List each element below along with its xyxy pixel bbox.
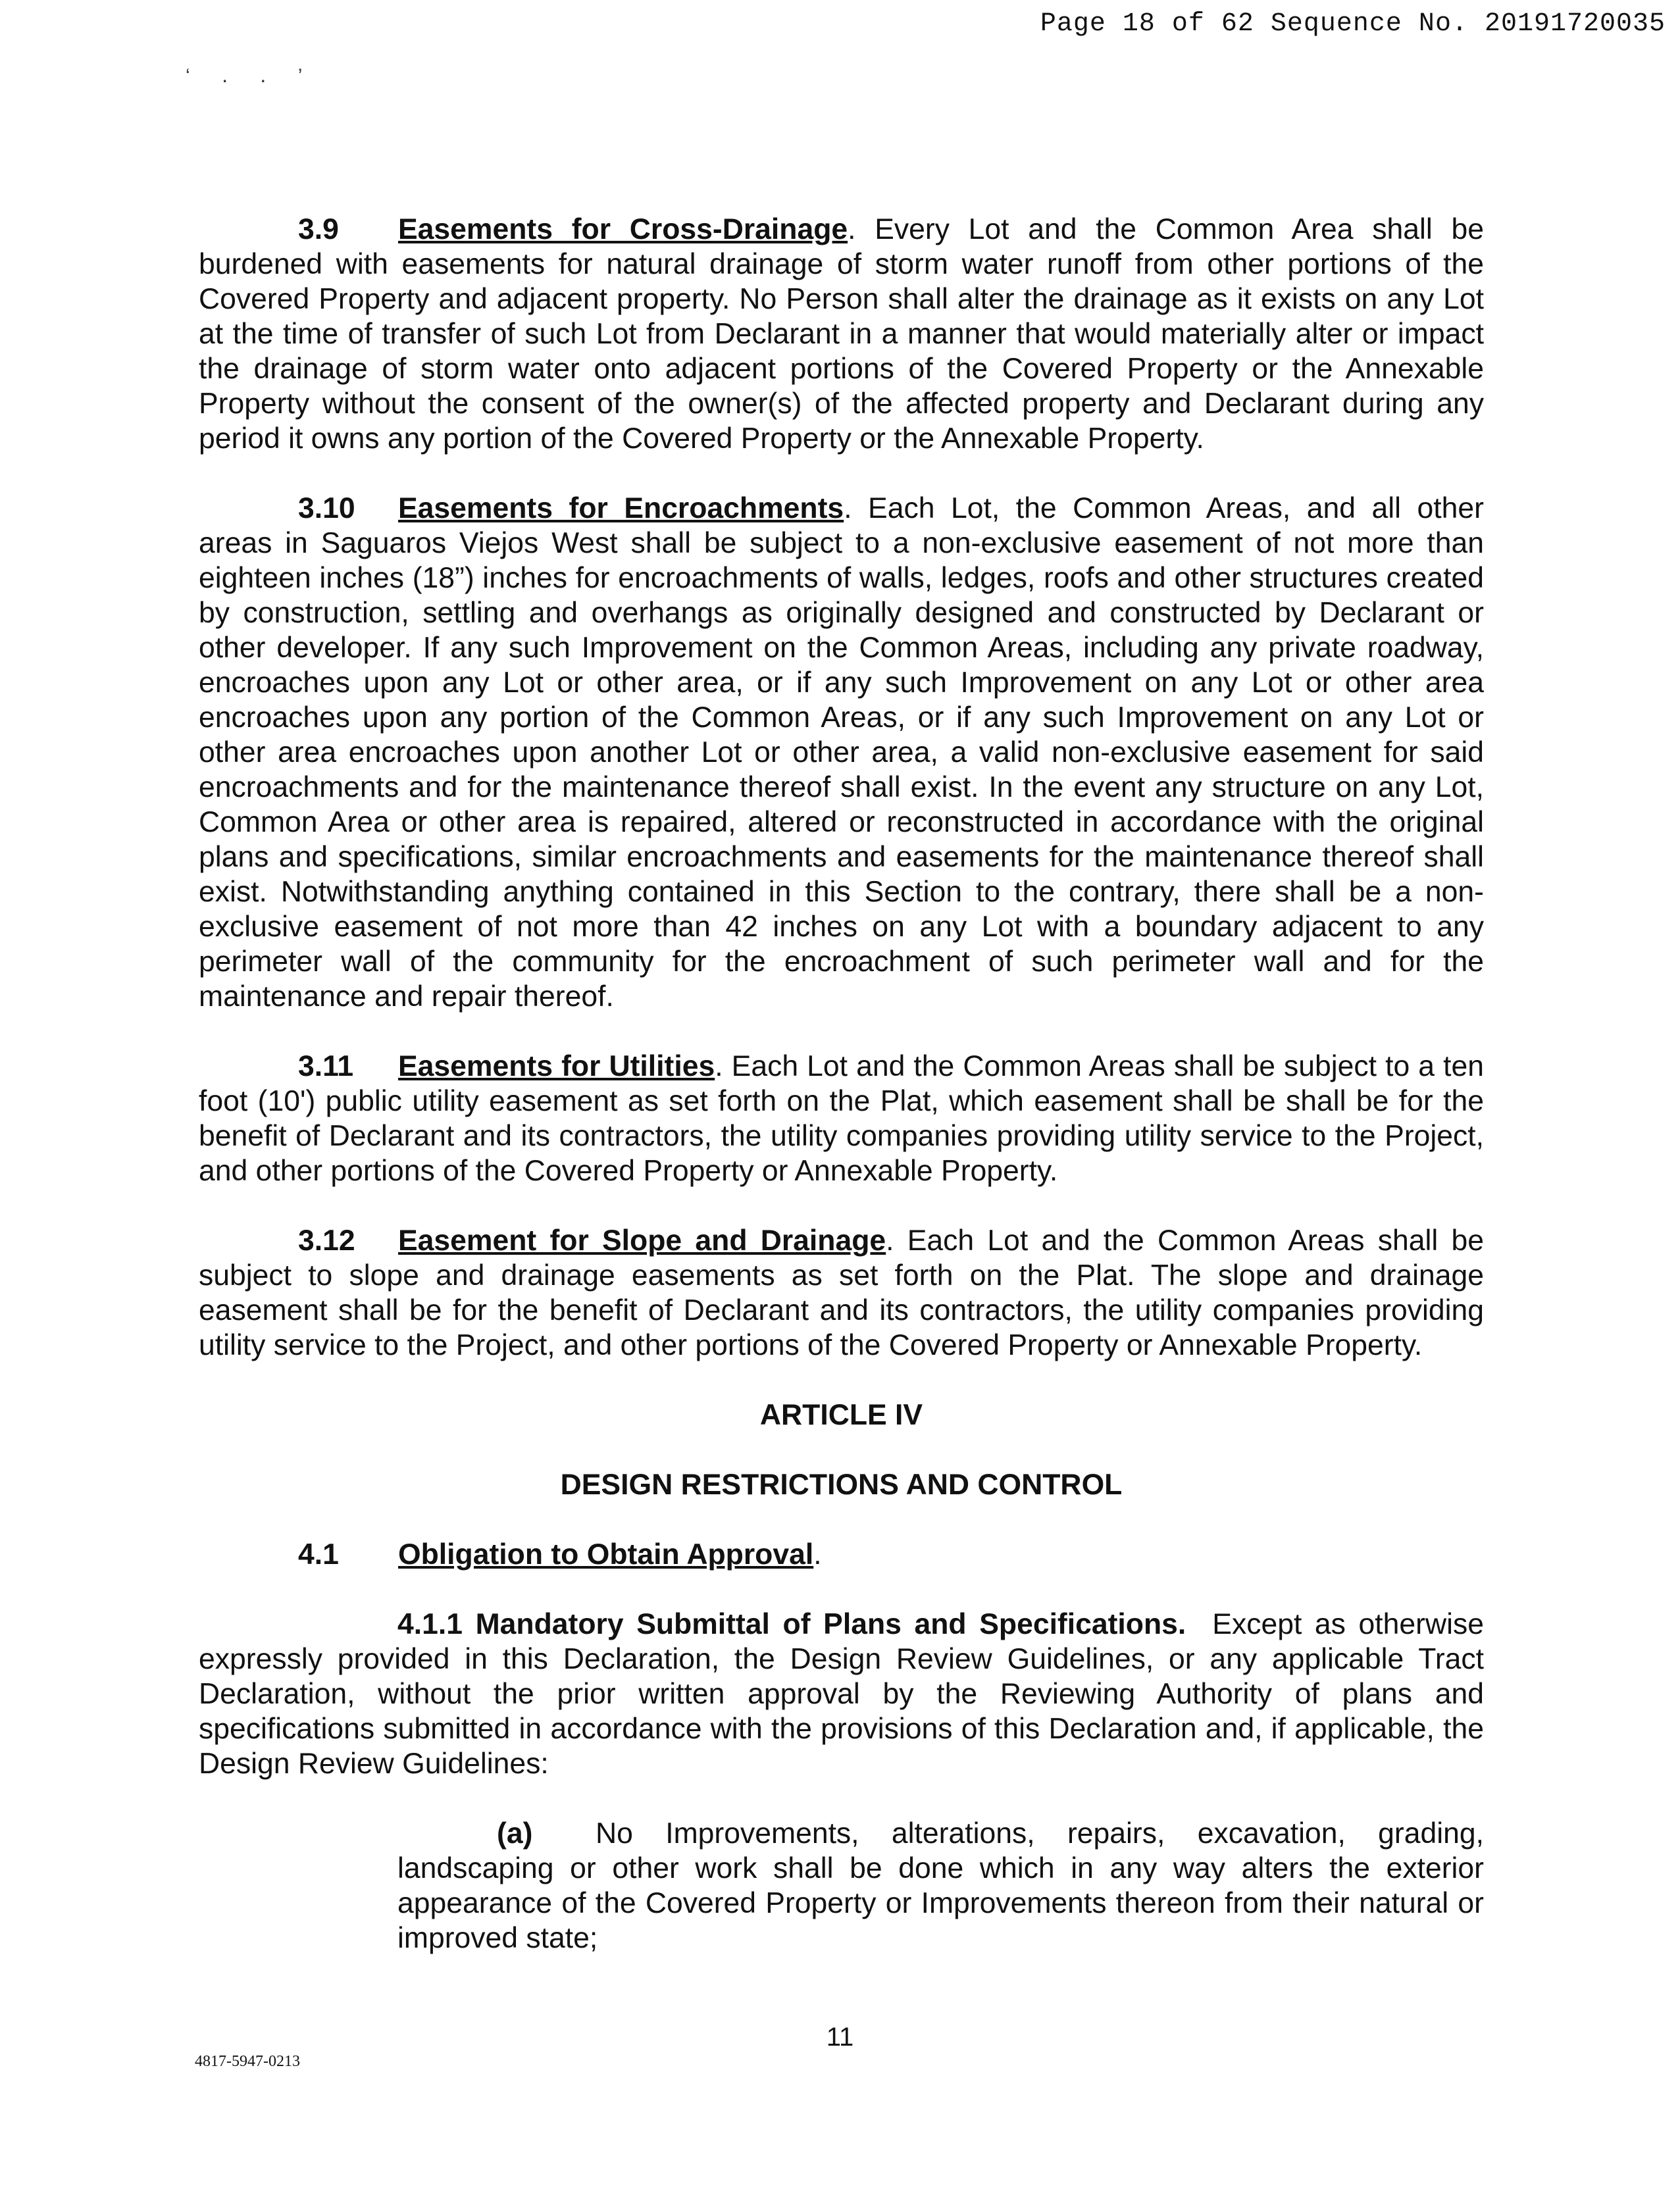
section-text: . Every Lot and the Common Area shall be burdened with easements for natural drainage of storm water runoff from other portions of the Covered Property and adjacent property. No Person shall alter the drainage as it exists on any Lot at the time of transfer of such Lot from Declarant in a manner that would materially alter or impact the drainage of storm water onto adjacent portions of the Covered Property or the Annexable Property without the consent of the owner(s) of the affected property and Declarant during any period it owns any portion of the Covered Property or the Annexable Property. bbox=[199, 213, 1484, 455]
section-number: 3.11 bbox=[298, 1050, 354, 1082]
item-text: No Improvements, alterations, repairs, excavation, grading, landscaping or other work shall be done which in any way alters the exterior appearance of the Covered Property or Improvements thereon from their natural or improved state; bbox=[397, 1817, 1484, 1954]
article-title: DESIGN RESTRICTIONS AND CONTROL bbox=[560, 1469, 1123, 1501]
section-title: Easement for Slope and Drainage bbox=[398, 1225, 886, 1257]
section-3-11 bbox=[199, 1049, 1484, 1188]
document-body bbox=[199, 212, 1484, 1956]
subsection-text: Except as otherwise expressly provided in this Declaration, the Design Review Guidelines, or any applicable Tract Declaration, without the prior written approval by the Reviewing Authority of plans and specifications submitted in accordance with the provisions of this Declaration and, if applicable, the Design Review Guidelines: bbox=[199, 1608, 1484, 1780]
article-label: ARTICLE IV bbox=[759, 1399, 923, 1431]
section-title-suffix: . bbox=[813, 1538, 822, 1571]
section-text: . Each Lot, the Common Areas, and all other areas in Saguaros Viejos West shall be subject to a non-exclusive easement of not more than eighteen inches (18”) inches for encroachments of walls, ledges, roofs and other structures created by construction, settling and overhangs as originally designed and constructed by Declarant or other developer. If any such Improvement on the Common Areas, including any private roadway, encroaches upon any Lot or other area, or if any such Improvement on any Lot or other area encroaches upon any portion of the Common Areas, or if any such Improvement on any Lot or other area encroaches upon another Lot or other area, a valid non-exclusive easement for said encroachments and for the maintenance thereof shall exist. In the event any structure on any Lot, Common Area or other area is repaired, altered or reconstructed in accordance with the original plans and specifications, similar encroachments and easements for the maintenance thereof shall exist. Notwithstanding anything contained in this Section to the contrary, there shall be a non-exclusive easement of not more than 42 inches on any Lot with a boundary adjacent to any perimeter wall of the community for the encroachment of such perimeter wall and for the maintenance and repair thereof. bbox=[199, 492, 1484, 1013]
section-number: 3.9 bbox=[298, 213, 339, 245]
section-title: Easements for Utilities bbox=[398, 1050, 715, 1082]
section-title: Easements for Encroachments bbox=[398, 492, 844, 524]
section-3-10 bbox=[199, 491, 1484, 1014]
item-a bbox=[397, 1816, 1484, 1956]
page-number: 11 bbox=[826, 2023, 854, 2052]
section-text: . Each Lot and the Common Areas shall be subject to slope and drainage easements as set forth on the Plat. The slope and drainage easement shall be for the benefit of Declarant and its contractors, the utility companies providing utility service to the Project, and other portions of the Covered Property or Annexable Property. bbox=[199, 1225, 1485, 1361]
section-4-1-1 bbox=[199, 1607, 1484, 1781]
section-3-12 bbox=[199, 1223, 1484, 1363]
section-3-9 bbox=[199, 212, 1484, 456]
scan-specks: ‘․․’ bbox=[186, 65, 334, 87]
section-title: Obligation to Obtain Approval bbox=[398, 1538, 814, 1571]
section-number: 3.12 bbox=[298, 1225, 355, 1257]
section-text: . Each Lot and the Common Areas shall be subject to a ten foot (10') public utility easement as set forth on the Plat, which easement shall be shall be for the benefit of Declarant and its contractors, the utility companies providing utility service to the Project, and other portions of the Covered Property or Annexable Property. bbox=[199, 1050, 1484, 1187]
section-4-1 bbox=[199, 1537, 1484, 1572]
subsection-label: 4.1.1 Mandatory Submittal of Plans and Specifications. bbox=[397, 1608, 1186, 1640]
sequence-header: Page 18 of 62 Sequence No. 20191720035 bbox=[1040, 9, 1666, 39]
section-number: 3.10 bbox=[298, 492, 355, 524]
document-id: 4817-5947-0213 bbox=[195, 2053, 300, 2070]
section-number: 4.1 bbox=[298, 1538, 339, 1571]
section-title: Easements for Cross-Drainage bbox=[398, 213, 848, 245]
item-label: (a) bbox=[497, 1817, 533, 1850]
